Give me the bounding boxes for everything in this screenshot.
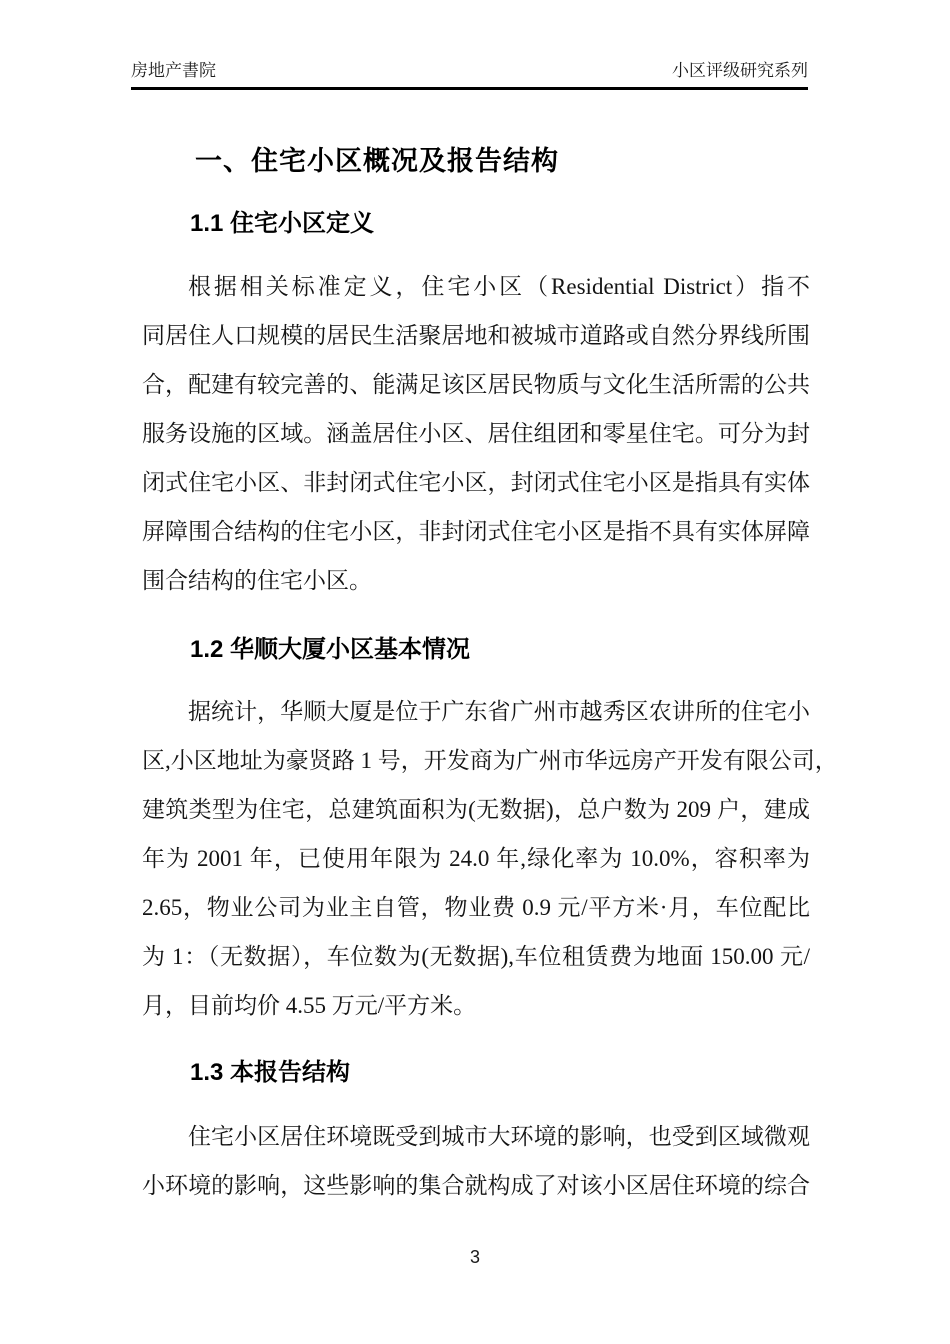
text-line: 住宅小区居住环境既受到城市大环境的影响，也受到区域微观 (188, 1124, 810, 1149)
header-right-text: 小区评级研究系列 (672, 61, 808, 80)
text-line: 建筑类型为住宅，总建筑面积为(无数据)，总户数为 209 户，建成 (142, 797, 810, 822)
text-line: 为 1：（无数据），车位数为(无数据),车位租赁费为地面 150.00 元/ (142, 944, 810, 969)
paragraph-1-1 (142, 262, 810, 605)
text-line: 围合结构的住宅小区。 (142, 568, 372, 593)
text-line: 根据相关标准定义，住宅小区（Residential District）指不 (188, 274, 810, 299)
text-line: 闭式住宅小区、非封闭式住宅小区，封闭式住宅小区是指具有实体 (142, 470, 810, 495)
text-line: 同居住人口规模的居民生活聚居地和被城市道路或自然分界线所围 (142, 323, 810, 348)
paragraph-1-3 (142, 1112, 810, 1210)
text-line: 服务设施的区域。涵盖居住小区、居住组团和零星住宅。可分为封 (142, 421, 810, 446)
page-header (131, 60, 808, 90)
text-line: 屏障围合结构的住宅小区，非封闭式住宅小区是指不具有实体屏障 (142, 519, 810, 544)
text-line: 年为 2001 年，已使用年限为 24.0 年,绿化率为 10.0%，容积率为 (142, 846, 810, 871)
heading-1-2: 1.2 华顺大厦小区基本情况 (190, 636, 471, 663)
text-line: 小环境的影响，这些影响的集合就构成了对该小区居住环境的综合 (142, 1173, 810, 1198)
header-left-text: 房地产書院 (131, 61, 216, 80)
text-line: 合，配建有较完善的、能满足该区居民物质与文化生活所需的公共 (142, 372, 810, 397)
paragraph-1-2 (142, 687, 838, 1030)
text-line: 区,小区地址为豪贤路 1 号，开发商为广州市华远房产开发有限公司， (142, 748, 838, 773)
page-number: 3 (469, 1247, 480, 1267)
heading-1-1: 1.1 住宅小区定义 (190, 210, 375, 237)
text-line: 据统计，华顺大厦是位于广东省广州市越秀区农讲所的住宅小 (188, 699, 810, 724)
text-line: 月，目前均价 4.55 万元/平方米。 (142, 993, 477, 1018)
text-line: 2.65，物业公司为业主自管，物业费 0.9 元/平方米·月，车位配比 (142, 895, 810, 920)
chapter-title: 一、住宅小区概况及报告结构 (195, 146, 559, 176)
heading-1-3: 1.3 本报告结构 (190, 1059, 351, 1086)
